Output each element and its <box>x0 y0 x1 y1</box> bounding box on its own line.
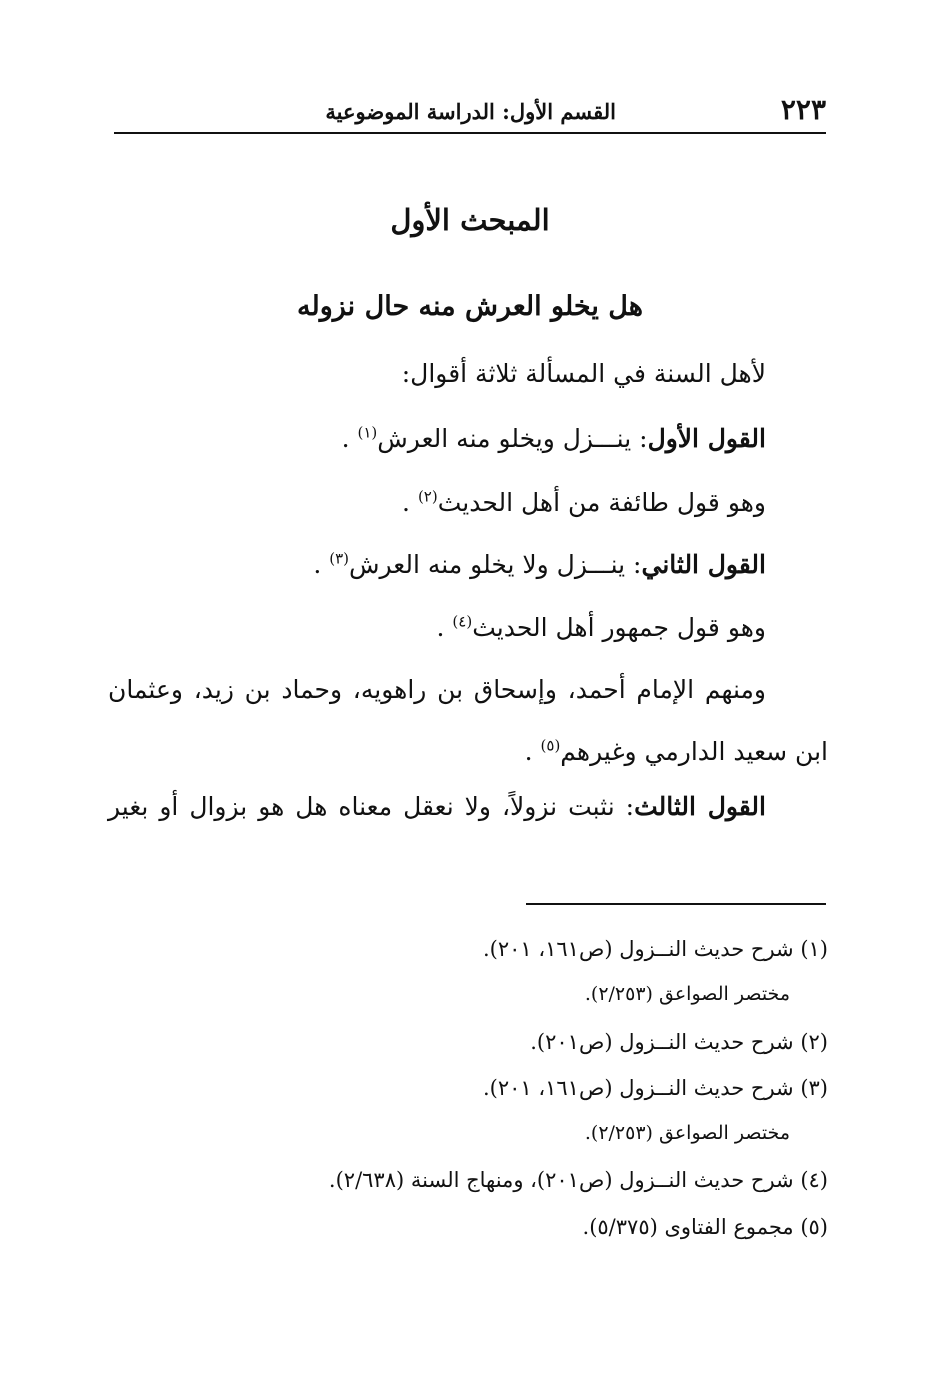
section-title: المبحث الأول <box>390 203 550 237</box>
page-number: ٢٢٣ <box>780 93 826 126</box>
scholars-line1-text: ومنهم الإمام أحمد، وإسحاق بن راهويه، وحماد بن زيد، وعثمان <box>108 675 766 704</box>
intro-text: لأهل السنة في المسألة ثلاثة أقوال: <box>401 359 766 388</box>
intro-line <box>60 352 766 396</box>
footnote-3-continuation: مختصر الصواعق (٢/٢٥٣). <box>584 1122 790 1144</box>
opinion-one <box>60 417 766 461</box>
footnote-ref-5: (٥) <box>540 736 561 755</box>
opinion-two <box>60 543 766 587</box>
opinion-two-text: : ينـــزل ولا يخلو منه العرش <box>349 550 642 579</box>
footnote-3: (٣) شرح حديث النــزول (ص١٦١، ٢٠١). <box>482 1076 828 1100</box>
opinion-two-end: . <box>313 550 330 579</box>
footnote-separator <box>526 903 826 905</box>
opinion-one-end: . <box>341 424 358 453</box>
running-title: القسم الأول: الدراسة الموضوعية <box>325 99 616 124</box>
scholars-line2-text: ابن سعيد الدارمي وغيرهم <box>560 737 828 766</box>
opinion-two-attribution-end: . <box>436 613 453 642</box>
opinion-three <box>108 785 766 829</box>
footnote-ref-3: (٣) <box>329 549 349 568</box>
opinion-two-scholars-line1 <box>108 668 766 712</box>
footnote-4: (٤) شرح حديث النــزول (ص٢٠١)، ومنهاج السنة (٢/٦٣٨). <box>328 1168 828 1192</box>
footnote-ref-2: (٢) <box>417 487 438 506</box>
opinion-two-attribution <box>60 606 766 650</box>
footnote-1-continuation: مختصر الصواعق (٢/٢٥٣). <box>584 983 790 1005</box>
page-header <box>114 88 826 134</box>
opinion-one-attribution <box>60 481 766 525</box>
footnote-2: (٢) شرح حديث النــزول (ص٢٠١). <box>530 1030 828 1054</box>
opinion-one-text: : ينـــزل ويخلو منه العرش <box>377 424 648 453</box>
footnote-1: (١) شرح حديث النــزول (ص١٦١، ٢٠١). <box>482 937 828 961</box>
opinion-one-attribution-text: وهو قول طائفة من أهل الحديث <box>437 488 766 517</box>
opinion-three-text: : نثبت نزولاً، ولا نعقل معناه هل هو بزوال أو بغير <box>108 792 635 821</box>
footnote-ref-4: (٤) <box>452 612 473 631</box>
opinion-two-attribution-text: وهو قول جمهور أهل الحديث <box>472 613 766 642</box>
footnote-5: (٥) مجموع الفتاوى (٥/٣٧٥). <box>582 1215 828 1239</box>
opinion-three-term: القول الثالث <box>634 792 766 821</box>
section-subtitle: هل يخلو العرش منه حال نزوله <box>297 291 643 322</box>
opinion-two-term: القول الثاني <box>641 550 766 579</box>
opinion-one-term: القول الأول <box>647 424 766 453</box>
opinion-two-scholars-line2 <box>60 730 828 774</box>
opinion-one-attribution-end: . <box>402 488 418 517</box>
scholars-line2-end: . <box>524 737 541 766</box>
footnote-ref-1: (١) <box>357 423 378 442</box>
